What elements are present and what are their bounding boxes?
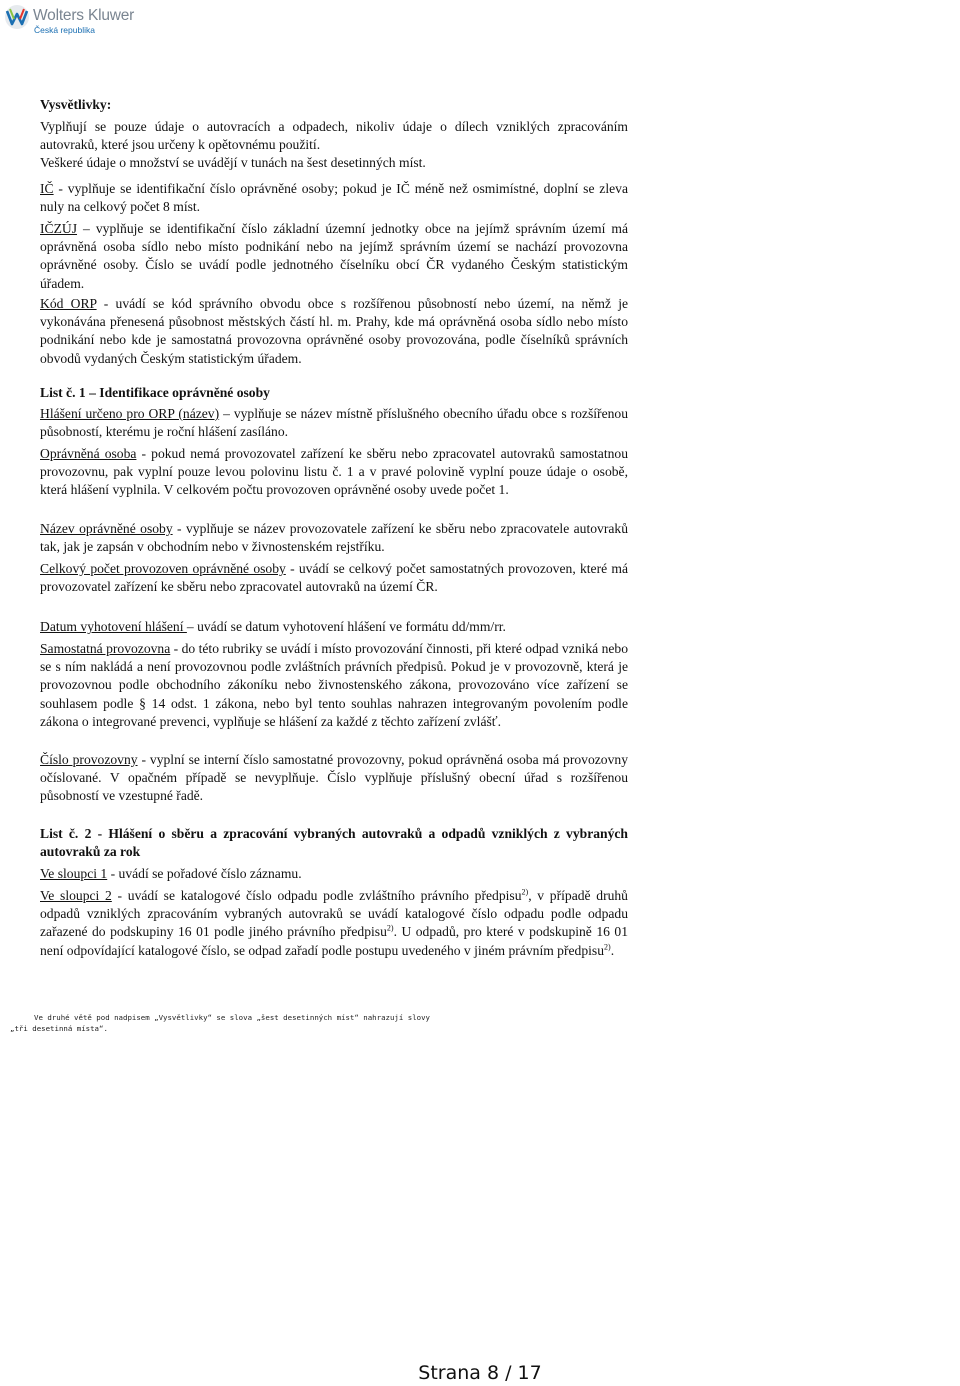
definition-text: - uvádí se pořadové číslo záznamu. [107, 866, 302, 881]
definition-text: - uvádí se celkový počet samostatných provozoven, které má provozovatel zařízení ke sběru nebo zpracovatel autovraků na území ČR. [40, 561, 629, 595]
list1-heading: List č. 1 – Identifikace oprávněné osoby [40, 385, 270, 400]
definition-text: - pokud nemá provozovatel zařízení ke sběru nebo zpracovatel autovraků samostatnou provozovnu, pak vyplní pouze levou polovinu listu č. 1 a v pravé polovině vyplní pouze údaje o osobě, která hlášení vyplnila. V celkovém počtu provozoven oprávněné osoby uvede počet 1. [40, 446, 628, 498]
definition-text: - vyplní se interní číslo samostatné provozovny, pokud oprávněná osoba má provozovny očíslované. V opačném případě se nevyplňuje. Číslo vyplňuje příslušný obecní úřad s rozšířenou působností ve vzestupné řadě. [40, 752, 628, 804]
definition-opravnena-osoba [40, 445, 628, 500]
wolters-kluwer-logo-icon [4, 4, 30, 30]
definition-datum [40, 618, 628, 636]
definition-text: - uvádí se katalogové číslo odpadu podle zvláštního právního předpisu [111, 888, 522, 903]
scanned-page [34, 92, 636, 988]
list2-heading: List č. 2 - Hlášení o sběru a zpracování vybraných autovraků a odpadů vzniklých z vybraných autovraků za rok [40, 826, 628, 860]
definition-text: – vyplňuje se název místně příslušného obecního úřadu obce s rozšířenou působností, kterému je roční hlášení zasíláno. [40, 406, 628, 440]
intro-paragraph: Vyplňují se pouze údaje o autovracích a odpadech, nikoliv údaje o dílech vzniklých zpracováním autovraků, které jsou určeny k opětovnému použití. [40, 119, 628, 153]
term: Ve sloupci 2 [40, 888, 112, 903]
definition-text: – vyplňuje se identifikační číslo základní územní jednotky obce na jejímž správním území má oprávněná osoba sídlo nebo místo podnikání nebo na jejímž správním území se nachází provozovna oprávněné osoby. Číslo se uvádí podle jednotného číselníku obcí ČR vydaného Českým statistickým úřadem. [40, 221, 628, 291]
footnote-ref: 2) [604, 942, 611, 952]
definition-sloupec2 [40, 887, 628, 960]
definition-text: . U odpadů, pro které v podskupině 16 01 není odpovídající katalogové číslo, se odpad zařadí podle postupu uvedeného v jiném právním předpisu [40, 924, 628, 958]
term: IČZÚJ [40, 221, 78, 236]
definition-text: , v případě druhů odpadů vzniklých zpracováním vybraných autovraků se uvádí katalogové číslo odpadu podle odpadu zařazené do podskupiny 16 01 podle jiného právního předpisu [40, 888, 628, 940]
term: IČ [40, 181, 54, 196]
intro-paragraph: Veškeré údaje o množství se uvádějí v tunách na šest desetinných míst. [40, 155, 426, 171]
term: Datum vyhotovení hlášení [40, 619, 187, 634]
definition-iczuj [40, 220, 628, 293]
term: Ve sloupci 1 [40, 866, 108, 881]
definition-hlaseni [40, 405, 628, 441]
term: Název oprávněné osoby [40, 521, 173, 536]
definition-text: - vyplňuje se identifikační číslo oprávněné osoby; pokud je IČ méně než osmimístné, doplní se zleva nuly na celkový počet 8 míst. [40, 181, 628, 215]
definition-cislo-provozovny [40, 751, 628, 806]
publisher-logo [4, 4, 144, 34]
definition-text: - vyplňuje se název provozovatele zařízení ke sběru nebo zpracovatele autovraků tak, jak je zapsán v obchodním nebo v živnostenském rejstříku. [40, 521, 628, 555]
definition-text: . [610, 942, 615, 958]
term: Číslo provozovny [40, 752, 138, 767]
intro-block [40, 118, 628, 173]
definition-nazev [40, 520, 628, 556]
term: Samostatná provozovna [40, 641, 171, 656]
brand-name: Wolters Kluwer [33, 7, 135, 24]
definition-text: - do této rubriky se uvádí i místo provozování činnosti, při které odpad vzniká nebo se s ním nakládá a není provozovnou podle zvláštních právních předpisů. Pokud je v provozovně, která je provozovnou podle obchodního zákoníku nebo živnostenského zákona, provozováno více zařízení se souhlasem podle § 14 odst. 1 zákona, nebo byl tento souhlas nahrazen integrovaným povolením podle zákona o integrované prevenci, vyplňuje se hlášení za každé z těchto zařízení zvlášť. [40, 641, 628, 729]
definition-samostatna-provozovna [40, 640, 628, 731]
section-title: Vysvětlivky: [40, 97, 112, 112]
definition-sloupec1 [40, 865, 628, 883]
amendment-note: Ve druhé větě pod nadpisem „Vysvětlivky“ se slova „šest desetinných míst“ nahrazují slovy „tři desetinná místa“. [10, 1013, 431, 1033]
footnote-ref: 2) [521, 887, 529, 897]
brand-country: Česká republika [34, 25, 95, 35]
definition-kod-orp [40, 295, 628, 368]
definition-ic [40, 180, 628, 216]
definition-celkovy-pocet [40, 560, 628, 596]
term: Celkový počet provozoven oprávněné osoby [40, 561, 286, 576]
definition-text: – uvádí se datum vyhotovení hlášení ve formátu dd/mm/rr. [186, 619, 506, 634]
definition-text: - uvádí se kód správního obvodu obce s rozšířenou působností nebo území, na němž je vykonávána přenesená působnost městských částí hl. m. Prahy, kde má oprávněná osoba sídlo nebo místo podnikání nebo kde je samostatná provozovna oprávněné osoby provozována, podle číselníků správních obvodů vydaných Českým statistickým úřadem. [40, 296, 629, 366]
term: Hlášení určeno pro ORP (název) [40, 406, 220, 421]
page-number: Strana 8 / 17 [418, 1362, 542, 1384]
term: Oprávněná osoba [40, 446, 137, 461]
term: Kód ORP [40, 296, 97, 311]
footnote-ref: 2) [386, 923, 394, 933]
